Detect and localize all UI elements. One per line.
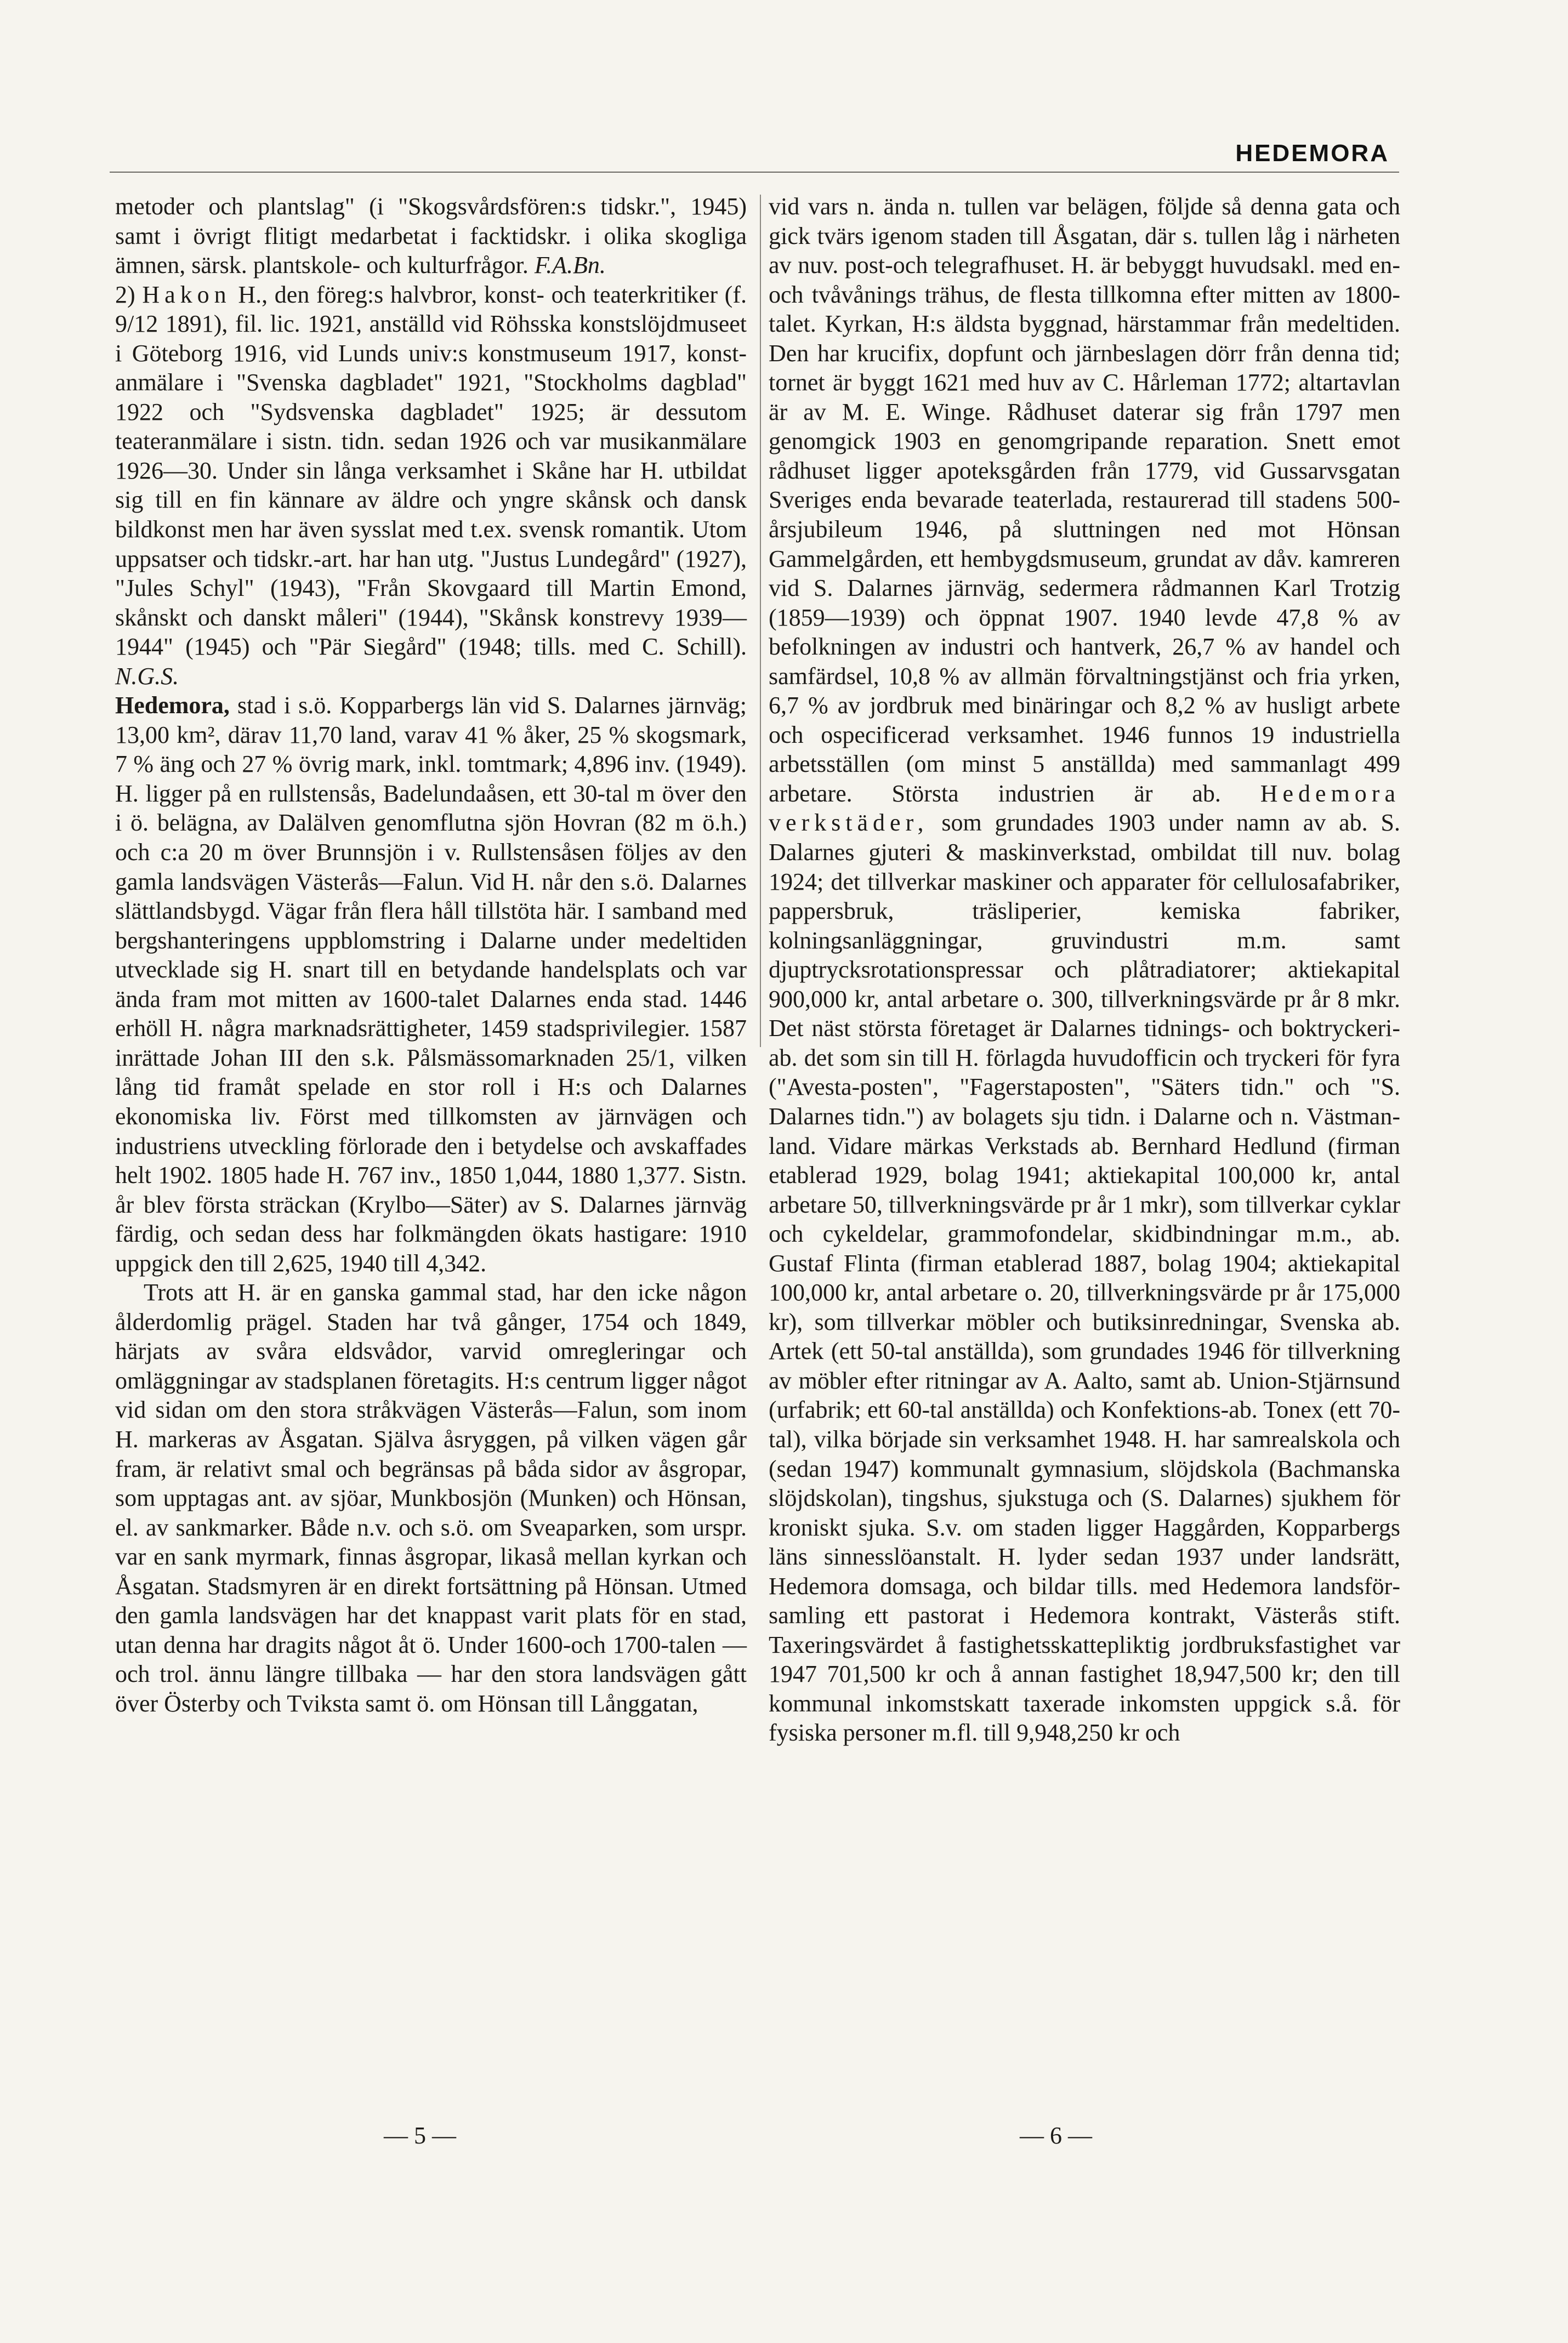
spaced-name: Hakon [142, 281, 231, 308]
paragraph-text: H., den föreg:s halvbror, konst- och teaterkritiker (f. 9/12 1891), fil. lic. 1921, anställd vid Röhsska konstslöjdmuseet i Göteborg 1916, vid Lunds univ:s konstmuseum 1917, konstanmälare i "Svenska dagbladet" 1921, "Stockholms dagblad" 1922 och "Sydsvenska dagbladet" 1925; är dessutom teateranmälare i sistn. tidn. sedan 1926 och var musikanmälare 1926—30. Under sin långa verksamhet i Skåne har H. utbildat sig till en fin kännare av äldre och yngre skånsk och dansk bildkonst men har även sysslat med t.ex. svensk romantik. Utom uppsatser och tidskr.-art. har han utg. "Justus Lundegård" (1927), "Jules Schyl" (1943), "Från Skovgaard till Martin Emond, skånskt och danskt måleri" (1944), "Skånsk konstrevy 1939—1944" (1945) och "Pär Siegård" (1948; tills. med C. Schill). [115, 281, 747, 661]
page-number-left: — 5 — [384, 2122, 456, 2149]
paragraph-text: metoder och plantslag" (i "Skogsvårdsfören:s tidskr.", 1945) samt i övrigt flitigt medarbetat i facktidskr. i olika skogliga ämnen, särsk. plantskole- och kulturfrågor. [115, 193, 747, 279]
right-column [769, 192, 1400, 1748]
paragraph-text: Trots att H. är en ganska gammal stad, har den icke någon ålderdomlig prägel. Staden har två gånger, 1754 och 1849, härjats av svåra eldsvådor, varvid omregleringar och omläggningar av stadsplanen företagits. H:s centrum ligger något vid sidan om den stora stråkvägen Västerås—Falun, som inom H. markeras av Åsgatan. Själva åsryggen, på vilken vägen går fram, är relativt smal och begränsas på båda sidor av åsgropar, som upptagas ant. av sjöar, Munkbosjön (Munken) och Hönsan, el. av sankmarker. Både n.v. och s.ö. om Sveaparken, som urspr. var en sank myrmark, finnas åsgropar, likaså mellan kyrkan och Åsgatan. Stadsmyren är en direkt fortsättning på Hönsan. Utmed den gamla landsvägen har det knappast varit plats för en stad, utan denna har dragits något åt ö. Under 1600-och 1700-talen — och trol. ännu längre tillbaka — har den stora landsvägen gått över Österby och Tviksta samt ö. om Hönsan till Långgatan, [115, 1279, 747, 1717]
left-paragraph-4 [115, 1278, 747, 1718]
left-paragraph-2 [115, 280, 747, 691]
paragraph-text: som grundades 1903 under namn av ab. S. Dalarnes gjuteri & maskinverkstad, ombildat till nuv. bolag 1924; det tillverkar maskiner och apparater för cellulosafabriker, pappersbruk, träsliperier, kemiska fabriker, kolningsanläggningar, gruvindustri m.m. samt djuptrycksrotationspressar och plåtradiatorer; aktiekapital 900,000 kr, antal arbetare o. 300, tillverkningsvärde pr år 8 mkr. Det näst största företaget är Dalarnes tidnings- och boktryckeri-ab. det som sin till H. förlagda huvudofficin och tryckeri för fyra ("Avesta-posten", "Fagerstaposten", "Säters tidn." och "S. Dalarnes tidn.") av bolagets sju tidn. i Dalarne och n. Västmanland. Vidare märkas Verkstads ab. Bernhard Hedlund (firman etablerad 1929, bolag 1941; aktiekapital 100,000 kr, antal arbetare 50, tillverkningsvärde pr år 1 mkr), som tillverkar cyklar och cykeldelar, grammofondelar, skidbindningar m.m., ab. Gustaf Flinta (firman etablerad 1887, bolag 1904; aktiekapital 100,000 kr, antal arbetare o. 20, tillverkningsvärde pr år 175,000 kr), som tillverkar möbler och butiksinredningar, Svenska ab. Artek (ett 50-tal anställda), som grundades 1946 för tillverkning av möbler efter ritningar av A. Aalto, samt ab. Union-Stjärnsund (urfabrik; ett 60-tal anställda) och Konfektions-ab. Tonex (ett 70-tal), vilka började sin verksamhet 1948. H. har samrealskola och (sedan 1947) kommunalt gymnasium, slöjdskola (Bachmanska slöjdskolan), tingshus, sjukstuga och (S. Dalarnes) sjukhem för kroniskt sjuka. S.v. om staden ligger Haggården, Kopparbergs läns sinnesslöanstalt. H. lyder sedan 1937 under landsrätt, Hedemora domsaga, och bildar tills. med Hedemora landsförsamling ett pastorat i Hedemora kontrakt, Västerås stift. Taxeringsvärdet å fastighetsskattepliktig jordbruksfastighet var 1947 701,500 kr och å annan fastighet 18,947,500 kr; den till kommunal inkomstskatt taxerade inkomsten uppgick s.å. för fysiska personer m.fl. till 9,948,250 kr och [769, 809, 1400, 1747]
left-paragraph-3 [115, 691, 747, 1278]
entry-headword: Hedemora, [115, 692, 230, 719]
paragraph-text: stad i s.ö. Kopparbergs län vid S. Dalarnes järnväg; 13,00 km², därav 11,70 land, varav 41 % åker, 25 % skogsmark, 7 % äng och 27 % övrig mark, inkl. tomtmark; 4,896 inv. (1949). H. ligger på en rullstensås, Badelundaåsen, ett 30-tal m över den i ö. belägna, av Dalälven genomflutna sjön Hovran (82 m ö.h.) och c:a 20 m över Brunnsjön i v. Rullstensåsen följes av den gamla landsvägen Västerås—Falun. Vid H. når den s.ö. Dalarnes slättlandsbygd. Vägar från flera håll tillstöta här. I samband med bergshanteringens uppblomstring i Dalarne under medeltiden utvecklade sig H. snart till en betydande handelsplats och var ända fram mot mitten av 1600-talet Dalarnes enda stad. 1446 erhöll H. några marknadsrättigheter, 1459 stadsprivilegier. 1587 inrättade Johan III den s.k. Pålsmässomarknaden 25/1, vilken lång tid framåt spelade en stor roll i H:s och Dalarnes ekonomiska liv. Först med tillkomsten av järnvägen och industriens utveckling förlorade den i betydelse och avskaffades helt 1902. 1805 hade H. 767 inv., 1850 1,044, 1880 1,377. Sistn. år blev första sträckan (Krylbo—Säter) av S. Dalarnes järnväg färdig, och sedan dess har folkmängden ökats hastigare: 1910 uppgick den till 2,625, 1940 till 4,342. [115, 692, 747, 1277]
spaced-name: Hedemora verkstäder, [769, 780, 1400, 837]
entry-number: 2) [115, 281, 143, 308]
page-number-right: — 6 — [1020, 2122, 1092, 2149]
right-paragraph-1 [769, 192, 1400, 1748]
left-column [115, 192, 747, 1718]
header-rule [110, 172, 1399, 173]
paragraph-text: vid vars n. ända n. tullen var belägen, följde så denna gata och gick tvärs igenom staden till Åsgatan, där s. tullen låg i närheten av nuv. post-och telegrafhuset. H. är bebyggt huvudsakl. med en- och tvåvånings trähus, de flesta tillkomna efter mitten av 1800-talet. Kyrkan, H:s äldsta byggnad, härstammar från medeltiden. Den har krucifix, dopfunt och järnbeslagen dörr från denna tid; tornet är byggt 1621 med huv av C. Hårleman 1772; altartavlan är av M. E. Winge. Rådhuset daterar sig från 1797 men genomgick 1903 en genomgripande reparation. Snett emot rådhuset ligger apoteksgården från 1779, vid Gussarvsgatan Sveriges enda bevarade teaterlada, restaurerad till stadens 500-årsjubileum 1946, på sluttningen ned mot Hönsan Gammelgården, ett hembygdsmuseum, grundat av dåv. kamreren vid S. Dalarnes järnväg, sedermera rådmannen Karl Trotzig (1859—1939) och öppnat 1907. 1940 levde 47,8 % av befolkningen av industri och hantverk, 26,7 % av handel och samfärdsel, 10,8 % av allmän förvaltningstjänst och fria yrken, 6,7 % av jordbruk med binäringar och 8,2 % av husligt arbete och ospecificerad verksamhet. 1946 funnos 19 industriella arbetsställen (om minst 5 anställda) med sammanlagt 499 arbetare. Största industrien är ab. [769, 193, 1400, 807]
column-divider [760, 195, 761, 1047]
left-paragraph-1 [115, 192, 747, 280]
running-head: HEDEMORA [1235, 140, 1389, 167]
author-signature: F.A.Bn. [534, 252, 606, 279]
author-signature: N.G.S. [115, 662, 179, 690]
